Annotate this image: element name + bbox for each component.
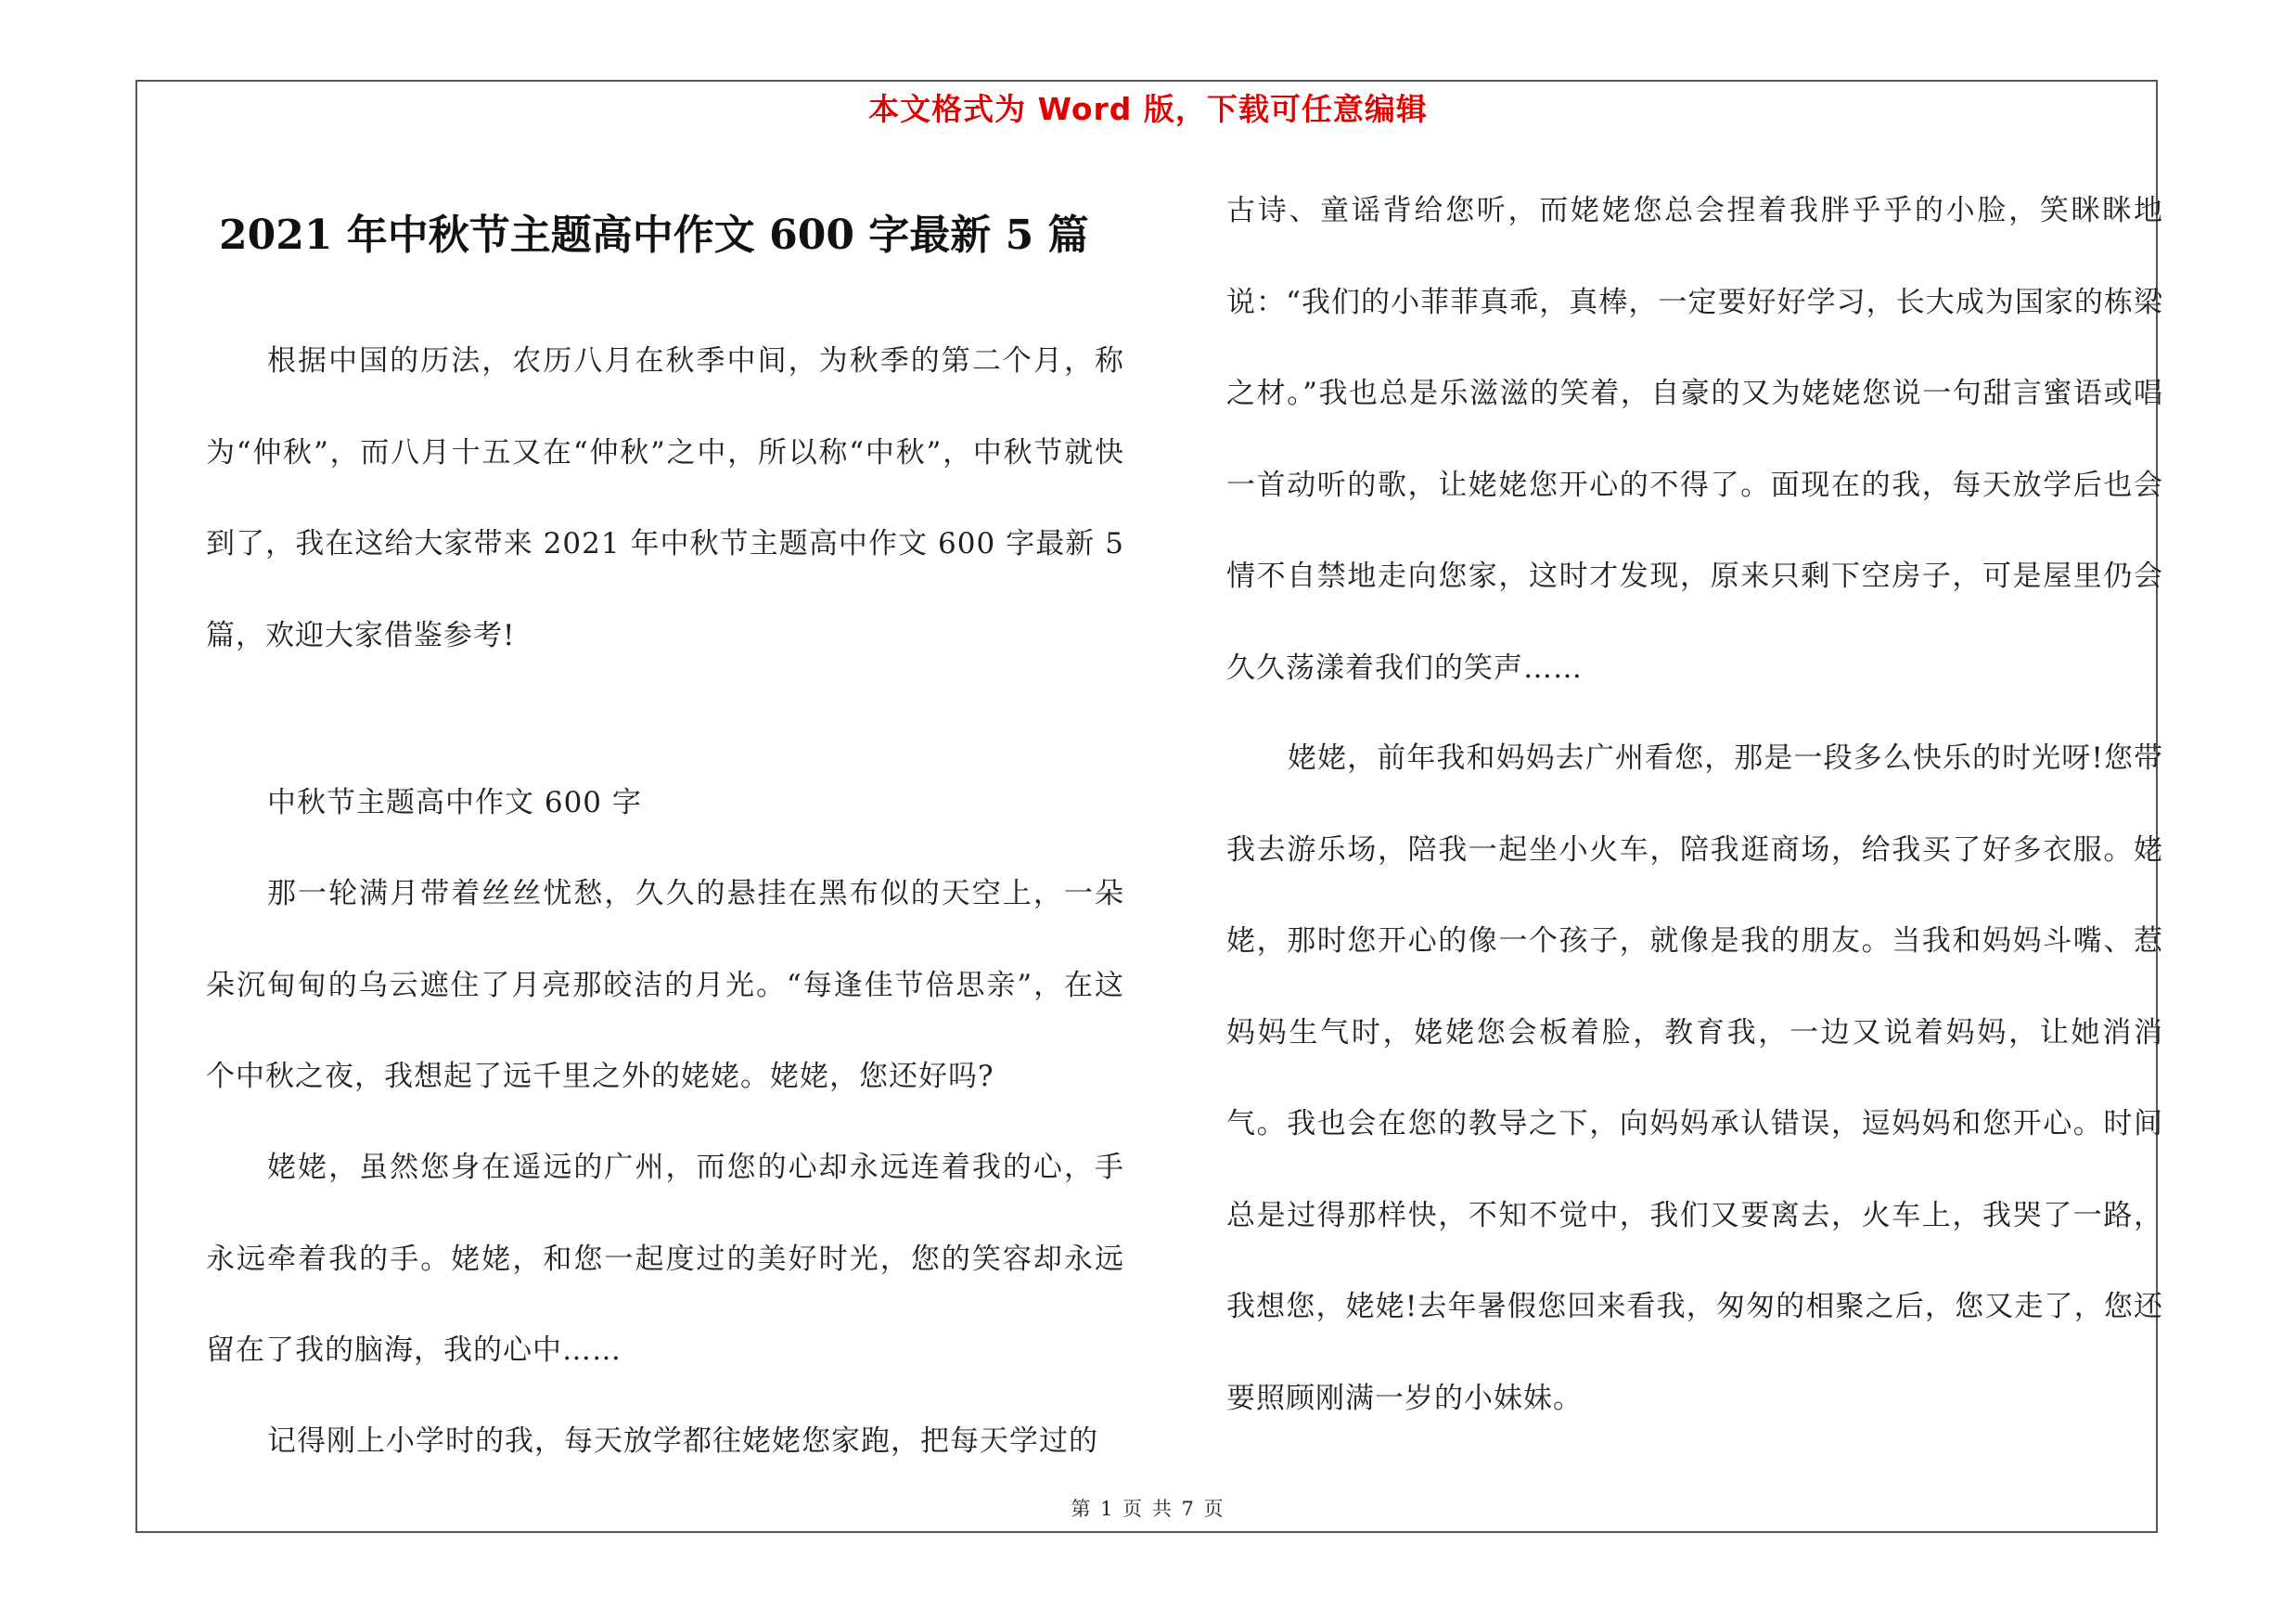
section-heading: 中秋节主题高中作文 600 字 bbox=[267, 786, 642, 819]
body-paragraph: 记得刚上小学时的我，每天放学都往姥姥您家跑，把每天学过的 bbox=[267, 1424, 1098, 1458]
body-paragraph: 姥姥，前年我和妈妈去广州看您，那是一段多么快乐的时光呀!您带我去游乐场，陪我一起坐小火车，陪我逛商场，给我买了好多衣服。姥姥，那时您开心的像一个孩子，就像是我的朋友。当我和妈妈斗嘴、惹妈妈生气时，姥姥您会板着脸，教育我，一边又说着妈妈，让她消消气。我也会在您的教导之下，向妈妈承认错误，逗妈妈和您开心。时间总是过得那样快，不知不觉中，我们又要离去，火车上，我哭了一路，我想您，姥姥!去年暑假您回来看我，匆匆的相聚之后，您又走了，您还要照顾刚满一岁的小妹妹。 bbox=[1226, 741, 2163, 1415]
editable-banner: 本文格式为 Word 版，下载可任意编辑 bbox=[868, 91, 1428, 127]
body-paragraph: 那一轮满月带着丝丝忧愁，久久的悬挂在黑布似的天空上，一朵朵沉甸甸的乌云遮住了月亮那皎洁的月光。“每逢佳节倍思亲”，在这个中秋之夜，我想起了远千里之外的姥姥。姥姥，您还好吗? bbox=[206, 877, 1124, 1093]
document-title: 2021 年中秋节主题高中作文 600 字最新 5 篇 bbox=[219, 212, 1089, 259]
body-paragraph: 古诗、童谣背给您听，而姥姥您总会捏着我胖乎乎的小脸，笑眯眯地说：“我们的小菲菲真乖，真棒，一定要好好学习，长大成为国家的栋梁之材。”我也总是乐滋滋的笑着，自豪的又为姥姥您说一句甜言蜜语或唱一首动听的歌，让姥姥您开心的不得了。面现在的我，每天放学后也会情不自禁地走向您家，这时才发现，原来只剩下空房子，可是屋里仍会久久荡漾着我们的笑声…… bbox=[1226, 194, 2163, 685]
intro-paragraph: 根据中国的历法，农历八月在秋季中间，为秋季的第二个月，称为“仲秋”，而八月十五又在“仲秋”之中，所以称“中秋”，中秋节就快到了，我在这给大家带来 2021 年中秋节主题高中作文 600 字最新 5 篇，欢迎大家借鉴参考! bbox=[206, 344, 1124, 652]
page-indicator: 第 1 页 共 7 页 bbox=[1071, 1498, 1225, 1520]
body-paragraph: 姥姥，虽然您身在遥远的广州，而您的心却永远连着我的心，手永远牵着我的手。姥姥，和您一起度过的美好时光，您的笑容却永远留在了我的脑海，我的心中…… bbox=[206, 1151, 1124, 1367]
